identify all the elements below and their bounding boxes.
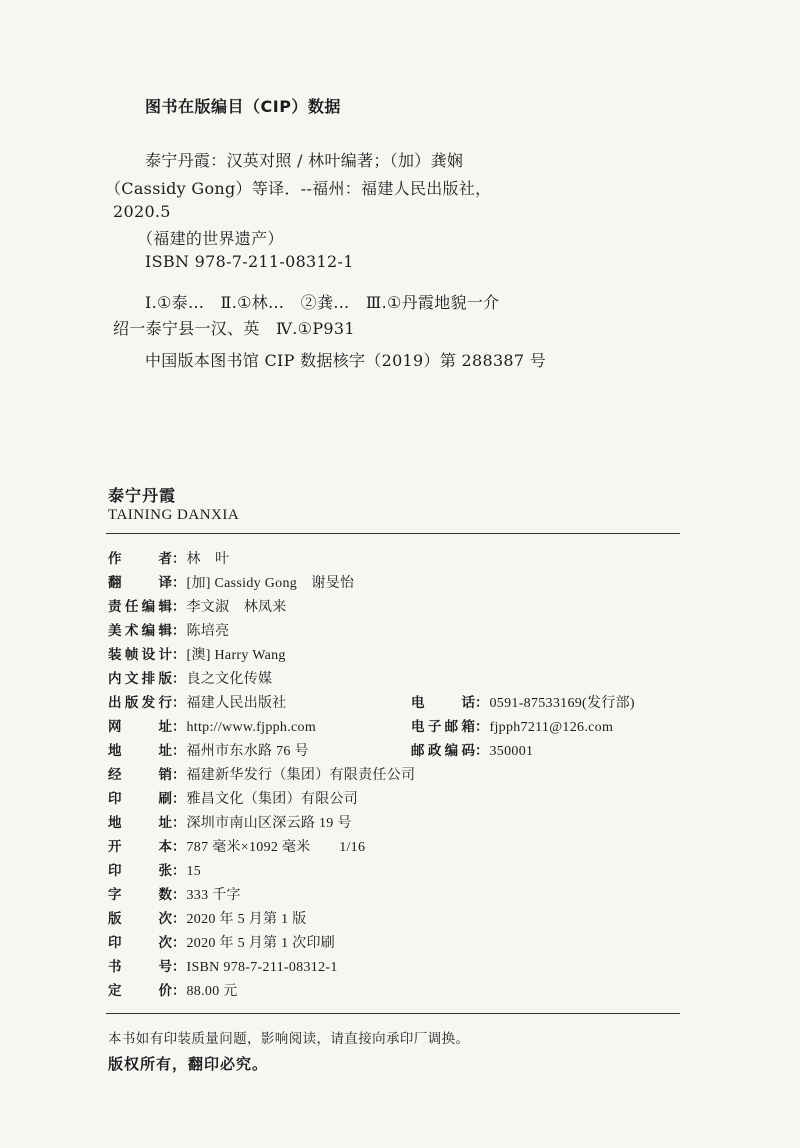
detail-row: 装帧设计 ： [澳] Harry Wang [108,643,286,663]
detail-label: 印刷 [108,791,172,807]
bottom-divider [106,1013,680,1014]
detail-label: 字数 [108,887,172,903]
detail-value: 福建人民出版社 [186,696,287,711]
cip-line: ISBN 978-7-211-08312-1 [145,252,354,271]
detail-label: 美术编辑 [108,623,172,639]
detail-value: 陈培亮 [186,624,230,639]
detail-label: 出版发行 [108,695,172,711]
detail-label: 责任编辑 [108,599,172,615]
detail-row: 地址 ： 福州市东水路 76 号 [108,739,309,759]
cip-line: 中国版本图书馆 CIP 数据核字（2019）第 288387 号 [145,351,547,370]
detail-value: http://www.fjpph.com [186,720,317,735]
detail-value: 88.00 元 [186,984,238,999]
detail-label: 印次 [108,935,172,951]
detail-value: 深圳市南山区深云路 19 号 [186,816,352,831]
book-title-cn: 泰宁丹霞 [108,486,177,505]
detail-row: 美术编辑 ： 陈培亮 [108,619,229,639]
cip-line: （Cassidy Gong）等译．--福州：福建人民出版社， [105,179,492,198]
detail-row: 书号 ： ISBN 978-7-211-08312-1 [108,955,338,975]
detail-value: 雅昌文化（集团）有限公司 [186,792,359,807]
contact-value: 350001 [489,744,534,759]
detail-value: ISBN 978-7-211-08312-1 [186,960,338,975]
detail-row: 地址 ： 深圳市南山区深云路 19 号 [108,811,352,831]
detail-label: 地址 [108,743,172,759]
detail-value: [加] Cassidy Gong 谢旻怡 [186,576,355,591]
top-divider [106,533,680,534]
detail-value: 福建新华发行（集团）有限责任公司 [186,768,416,783]
detail-label: 经销 [108,767,172,783]
detail-row: 印刷 ： 雅昌文化（集团）有限公司 [108,787,358,807]
cip-line: （福建的世界遗产） [137,229,284,248]
detail-value: 林 叶 [186,552,230,567]
detail-row: 字数 ： 333 千字 [108,883,241,903]
detail-row: 责任编辑 ： 李文淑 林凤来 [108,595,287,615]
detail-value: [澳] Harry Wang [186,648,286,663]
contact-value: fjpph7211@126.com [489,720,614,735]
detail-label: 定价 [108,983,172,999]
detail-row: 网址 ： http://www.fjpph.com [108,715,316,735]
detail-value: 福州市东水路 76 号 [186,744,309,759]
detail-label: 开本 [108,839,172,855]
detail-label: 地址 [108,815,172,831]
cip-heading: 图书在版编目（CIP）数据 [145,97,341,116]
detail-value: 787 毫米×1092 毫米 1/16 [186,840,366,855]
contact-label: 邮政编码 [411,743,475,759]
contact-label: 电子邮箱 [411,719,475,735]
contact-value: 0591-87533169(发行部) [489,696,635,711]
detail-row: 印张 ： 15 [108,859,201,879]
detail-row: 定价 ： 88.00 元 [108,979,238,999]
detail-label: 网址 [108,719,172,735]
detail-row: 开本 ： 787 毫米×1092 毫米 1/16 [108,835,365,855]
contact-row: 电子邮箱 ： fjpph7211@126.com [411,715,613,735]
detail-label: 装帧设计 [108,647,172,663]
cip-line: 绍一泰宁县一汉、英 Ⅳ.①P931 [113,319,355,338]
detail-value: 良之文化传媒 [186,672,273,687]
contact-row: 邮政编码 ： 350001 [411,739,533,759]
detail-label: 印张 [108,863,172,879]
contact-row: 电话 ： 0591-87533169(发行部) [411,691,635,711]
cip-line: Ⅰ.①泰… Ⅱ.①林… ②龚… Ⅲ.①丹霞地貌一介 [145,293,500,312]
detail-label: 作者 [108,551,172,567]
copyright-statement: 版权所有，翻印必究。 [108,1055,269,1073]
print-notice: 本书如有印装质量问题，影响阅读，请直接向承印厂调换。 [108,1031,470,1047]
detail-row: 翻译 ： [加] Cassidy Gong 谢旻怡 [108,571,354,591]
detail-value: 2020 年 5 月第 1 版 [186,912,307,927]
book-title-en: TAINING DANXIA [108,507,240,523]
detail-label: 翻译 [108,575,172,591]
cip-line: 2020.5 [113,202,171,221]
detail-value: 李文淑 林凤来 [186,600,287,615]
detail-row: 出版发行 ： 福建人民出版社 [108,691,287,711]
detail-label: 内文排版 [108,671,172,687]
detail-row: 作者 ： 林 叶 [108,547,229,567]
detail-row: 印次 ： 2020 年 5 月第 1 次印刷 [108,931,335,951]
detail-value: 2020 年 5 月第 1 次印刷 [186,936,336,951]
detail-row: 经销 ： 福建新华发行（集团）有限责任公司 [108,763,415,783]
detail-label: 书号 [108,959,172,975]
contact-label: 电话 [411,695,475,711]
detail-row: 内文排版 ： 良之文化传媒 [108,667,272,687]
cip-line: 泰宁丹霞：汉英对照 / 林叶编著；（加）龚娴 [145,151,464,170]
detail-label: 版次 [108,911,172,927]
detail-value: 15 [186,864,202,879]
detail-row: 版次 ： 2020 年 5 月第 1 版 [108,907,307,927]
detail-value: 333 千字 [186,888,241,903]
